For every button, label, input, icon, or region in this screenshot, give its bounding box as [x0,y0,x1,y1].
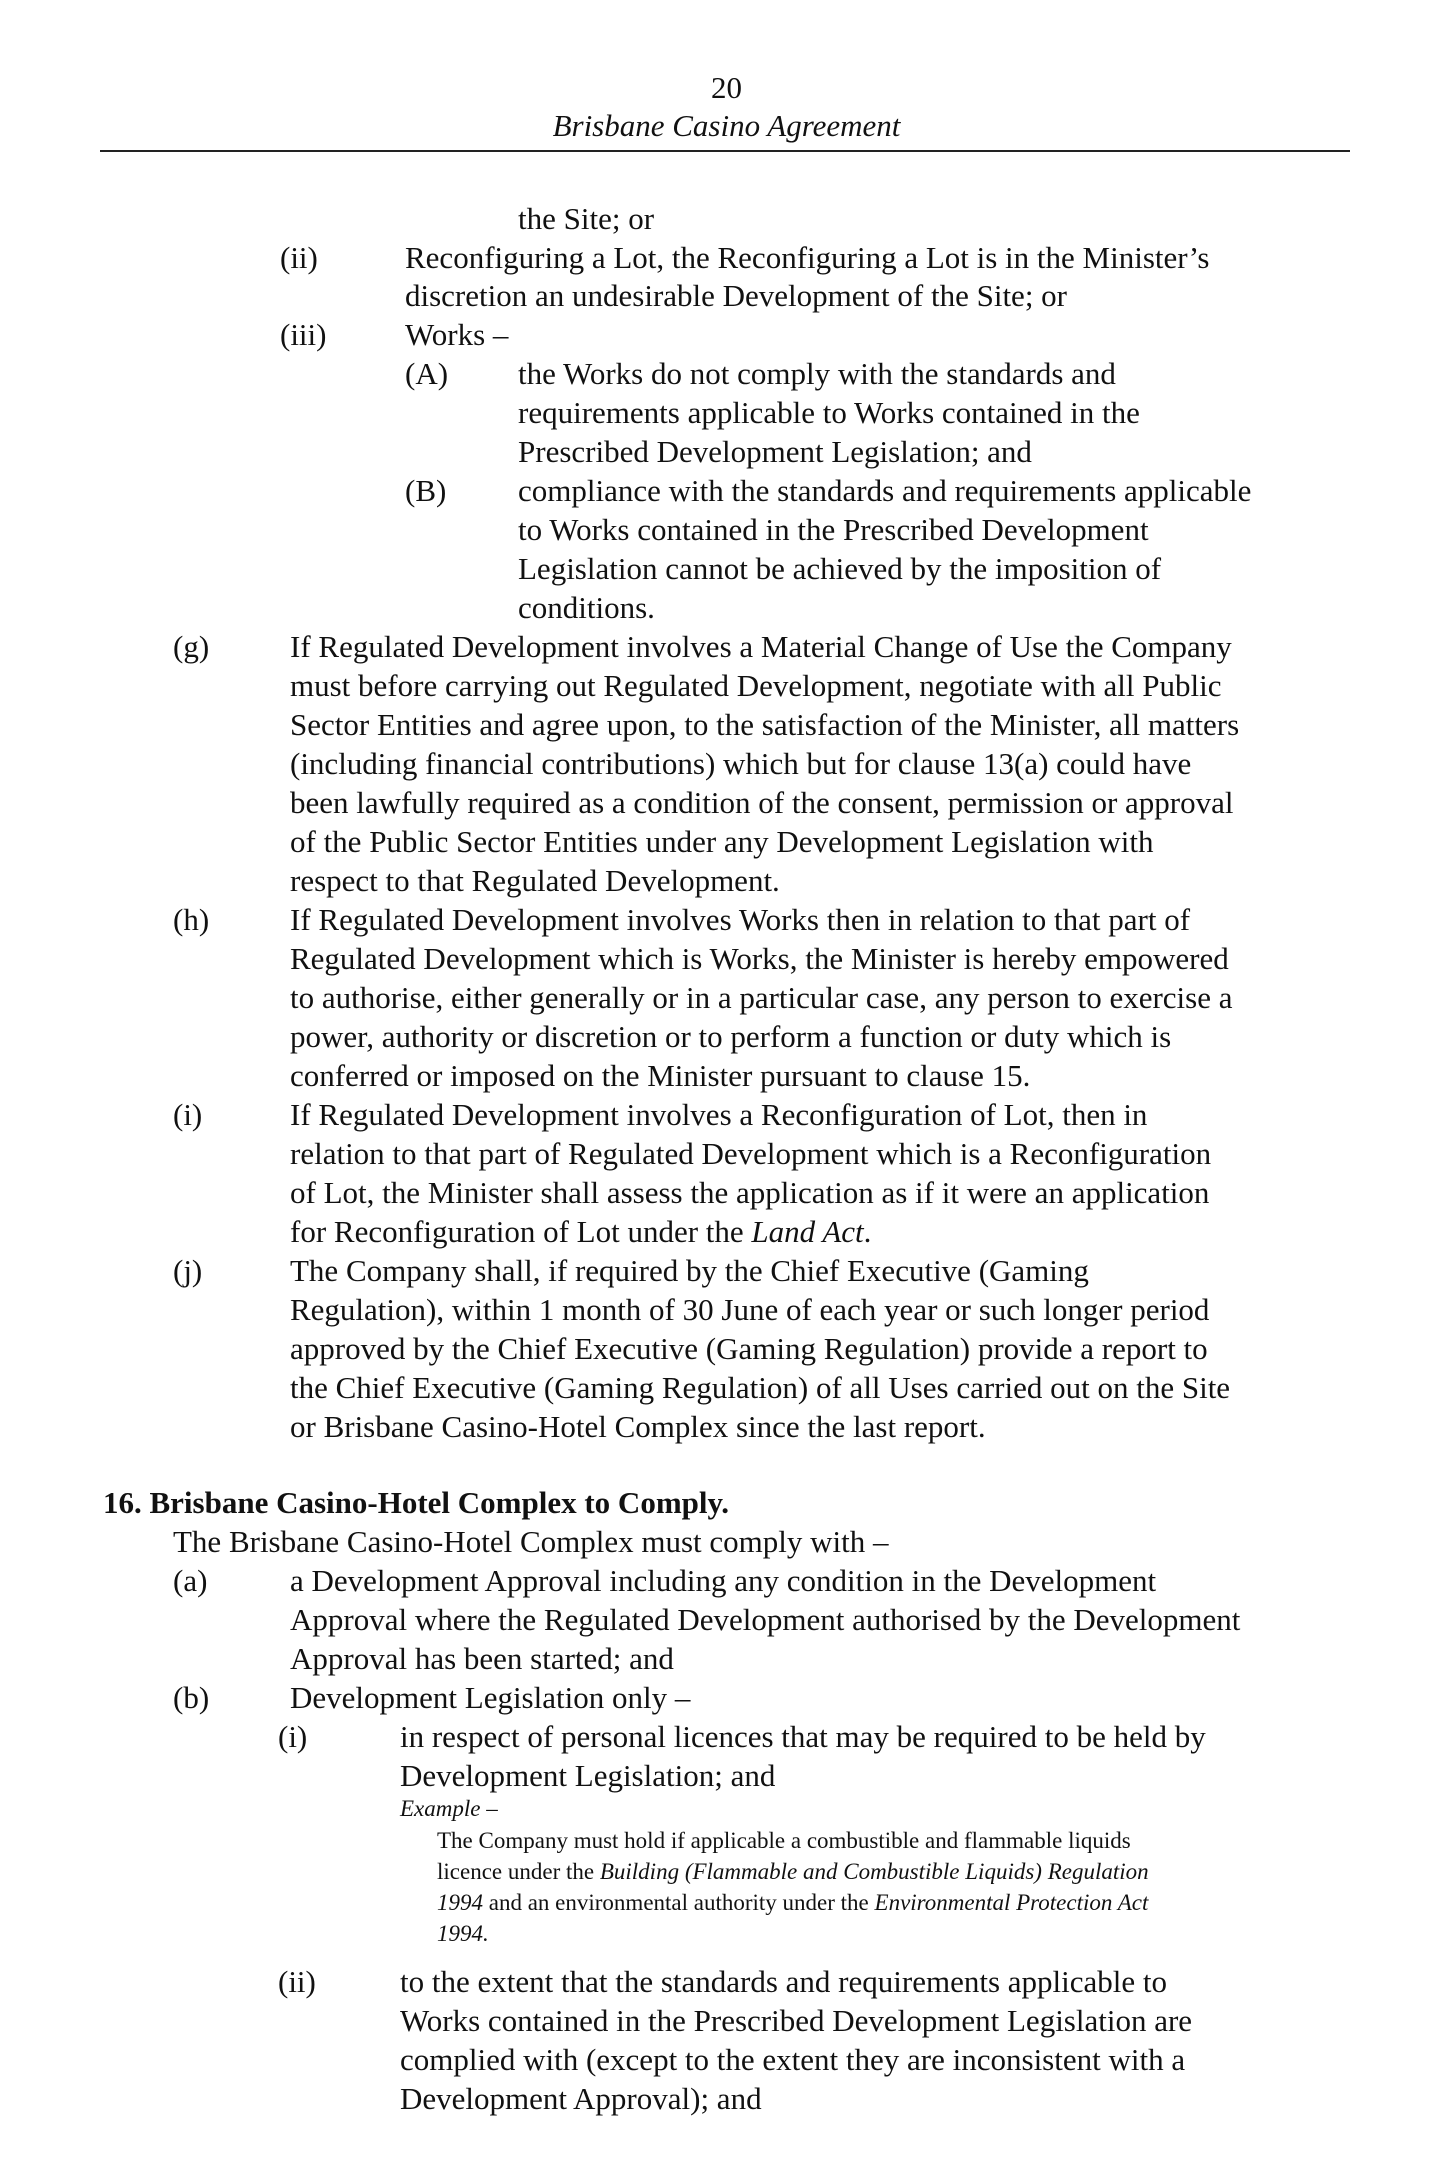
item-label: (b) [173,1680,210,1715]
item-label: (i) [173,1097,203,1132]
text-line: or Brisbane Casino-Hotel Complex since the last report. [290,1409,986,1444]
text-line: Works contained in the Prescribed Development Legislation are [400,2003,1193,2038]
text-line: approved by the Chief Executive (Gaming Regulation) provide a report to [290,1331,1208,1366]
example-line: The Company must hold if applicable a combustible and flammable liquids [437,1828,1131,1853]
item-label: (g) [173,629,210,664]
item-label: (h) [173,902,210,937]
text-line: requirements applicable to Works contained in the [518,395,1140,430]
act-title: Land Act [751,1214,864,1249]
text-line: Development Legislation only – [290,1680,691,1715]
text-line: the Site; or [518,201,655,236]
item-label: (a) [173,1563,208,1598]
example-line: licence under the Building (Flammable and Combustible Liquids) Regulation [437,1859,1149,1884]
item-label: (iii) [280,317,327,352]
text-line: (including financial contributions) which but for clause 13(a) could have [290,746,1192,781]
text-line: Development Legislation; and [400,1758,776,1793]
item-label: (A) [405,356,449,391]
example-line: 1994 and an environmental authority under the Environmental Protection Act [437,1890,1149,1915]
text-line: Development Approval); and [400,2081,762,2116]
text-line: If Regulated Development involves a Material Change of Use the Company [290,629,1232,664]
item-label: (B) [405,473,447,508]
text-line: been lawfully required as a condition of the consent, permission or approval [290,785,1234,820]
text-line: conditions. [518,590,655,625]
text-line: respect to that Regulated Development. [290,863,780,898]
example-line: 1994. [437,1921,489,1946]
item-label: (ii) [280,240,318,275]
text-line: Reconfiguring a Lot, the Reconfiguring a Lot is in the Minister’s [405,240,1210,275]
item-label: (j) [173,1253,203,1288]
text-line: of Lot, the Minister shall assess the application as if it were an application [290,1175,1210,1210]
text-line: the Chief Executive (Gaming Regulation) of all Uses carried out on the Site [290,1370,1231,1405]
text-line: If Regulated Development involves Works then in relation to that part of [290,902,1191,937]
text-line: Legislation cannot be achieved by the imposition of [518,551,1162,586]
text-line: of the Public Sector Entities under any Development Legislation with [290,824,1154,859]
text-line: compliance with the standards and requirements applicable [518,473,1252,508]
text-line: for Reconfiguration of Lot under the Land Act. [290,1214,872,1249]
text-line: in respect of personal licences that may be required to be held by [400,1719,1206,1754]
running-head: Brisbane Casino Agreement [552,108,901,143]
text-line: to Works contained in the Prescribed Development [518,512,1149,547]
text-line: must before carrying out Regulated Development, negotiate with all Public [290,668,1222,703]
text-line: Regulation), within 1 month of 30 June of each year or such longer period [290,1292,1210,1327]
example-heading: Example – [400,1796,498,1821]
text-line: The Brisbane Casino-Hotel Complex must comply with – [173,1524,889,1559]
text-line: a Development Approval including any condition in the Development [290,1563,1157,1598]
text-line: relation to that part of Regulated Development which is a Reconfiguration [290,1136,1212,1171]
text-line: complied with (except to the extent they are inconsistent with a [400,2042,1186,2077]
text-line: power, authority or discretion or to perform a function or duty which is [290,1019,1172,1054]
text-line: to authorise, either generally or in a particular case, any person to exercise a [290,980,1233,1015]
text-line: Regulated Development which is Works, the Minister is hereby empowered [290,941,1229,976]
text-line: Approval has been started; and [290,1641,674,1676]
text-line: conferred or imposed on the Minister pursuant to clause 15. [290,1058,1031,1093]
text-line: Sector Entities and agree upon, to the satisfaction of the Minister, all matters [290,707,1240,742]
text-line: Prescribed Development Legislation; and [518,434,1032,469]
text-line: the Works do not comply with the standards and [518,356,1116,391]
header-rule [100,150,1350,152]
text-line: Approval where the Regulated Development authorised by the Development [290,1602,1241,1637]
item-label: (ii) [278,1964,316,1999]
text-line: If Regulated Development involves a Reconfiguration of Lot, then in [290,1097,1148,1132]
text-line: The Company shall, if required by the Chief Executive (Gaming [290,1253,1089,1288]
item-label: (i) [278,1719,308,1754]
text-line: to the extent that the standards and requirements applicable to [400,1964,1167,1999]
text-line: discretion an undesirable Development of the Site; or [405,278,1068,313]
page-number: 20 [711,70,742,105]
section-heading: 16. Brisbane Casino-Hotel Complex to Comply. [103,1485,730,1520]
text-line: Works – [405,317,509,352]
